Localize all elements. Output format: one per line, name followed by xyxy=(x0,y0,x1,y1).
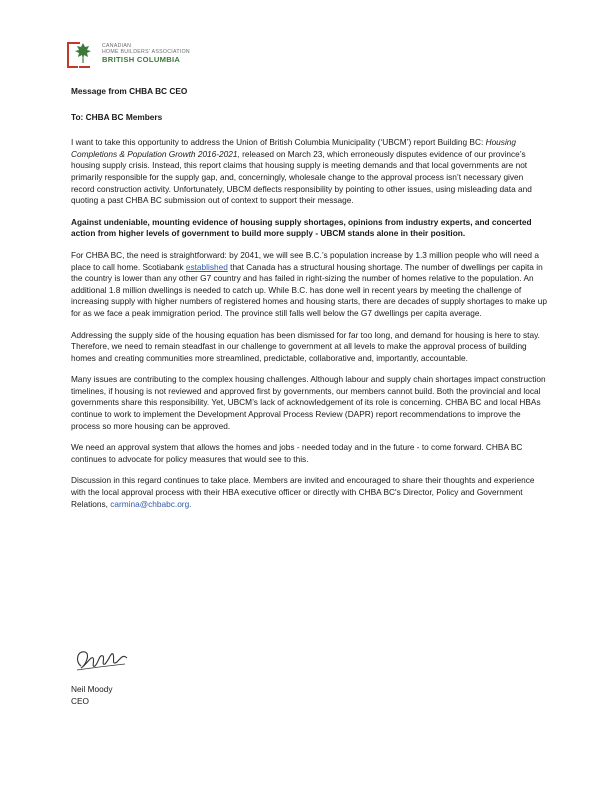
maple-house-icon xyxy=(66,37,100,69)
established-link[interactable]: established xyxy=(185,261,228,272)
logo-line-bc: BRITISH COLUMBIA xyxy=(102,55,181,64)
report-title: Housing Completions & Population Growth 2016-2021, xyxy=(71,137,517,159)
paragraph-7: Discussion in this regard continues to take place. Members are invited and encouraged to share their thoughts and experience with the local approval process with their HBA executive officer or directly with CHBA BC's Director, Policy and Government Relations, carmina@chbabc.org. xyxy=(71,475,535,509)
email-link[interactable]: carmina@chbabc.org. xyxy=(110,498,192,509)
paragraph-3: For CHBA BC, the need is straightforward: by 2041, we will see B.C.’s population increase by 1.3 million people who will need a place to call home. Scotiabank established that Canada has a structural housing shortage. The number of dwellings per capita in the country is lower than any other G7 country and has failed in right-sizing the number of homes relative to the population. An additional 1.8 million dwellings is needed to catch up. While B.C. has done well in recent years by meeting the challenge of increasing supply with higher numbers of registered homes and housing starts, there are decades of supply shortages to make up for as we face a peak immigration period. The province still falls well below the G7 dwellings per capita average. xyxy=(71,249,547,318)
signature-image xyxy=(71,644,131,676)
paragraph-5: Many issues are contributing to the complex housing challenges. Although labour and supply chain shortages impact construction timelines, if housing is not reviewed and approved first by governments, our members cannot build. Both the provincial and local governments share this responsibility. Yet, UBCM’s lack of acknowledgement of its role is concerning. CHBA BC and local HBAs continue to work to implement the Development Approval Process Review (DAPR) report recommendations to improve the process so more housing can be approved. xyxy=(71,374,546,431)
paragraph-1: I want to take this opportunity to address the Union of British Columbia Municipality (‘UBCM’) report Building BC: Housing Completions & Population Growth 2016-2021, released on March 23, which erroneously disputes evidence of our province’s housing supply crisis. Instead, this report claims that housing supply is meeting demands and that local governments are not primarily responsible for the supply gap, and, concerningly, wholesale change to the approval process isn’t necessary given record construction activity. Unfortunately, UBCM deflects responsibility by pointing to other issues, using misleading data and quoting a past CHBA BC submission out of context to support their message. xyxy=(71,137,532,206)
letter-heading: Message from CHBA BC CEO xyxy=(71,86,188,96)
paragraph-2: Against undeniable, mounting evidence of housing supply shortages, opinions from industry experts, and concerted action from higher levels of government to build more supply - UBCM stands alone in their position. xyxy=(71,216,532,239)
letter-recipient: To: CHBA BC Members xyxy=(71,111,163,122)
sign-off xyxy=(71,684,113,707)
signer-title: CEO xyxy=(71,695,89,706)
letter-body xyxy=(71,86,547,520)
paragraph-6: We need an approval system that allows the homes and jobs - needed today and in the future - to come forward. CHBA BC continues to advocate for policy measures that would see to this. xyxy=(71,442,523,464)
signer-name: Neil Moody xyxy=(71,684,113,694)
paragraph-4: Addressing the supply side of the housing equation has been dismissed for far too long, and demand for housing is here to stay. Therefore, we need to remain steadfast in our challenge to government at all levels to make the approval process of building homes and creating communities more streamlined, predictable, collaborative and, importantly, accountable. xyxy=(71,329,540,363)
chba-bc-logo xyxy=(66,37,266,69)
logo-line-hba: HOME BUILDERS' ASSOCIATION xyxy=(102,49,190,55)
logo-line-canadian: CANADIAN xyxy=(102,43,132,49)
